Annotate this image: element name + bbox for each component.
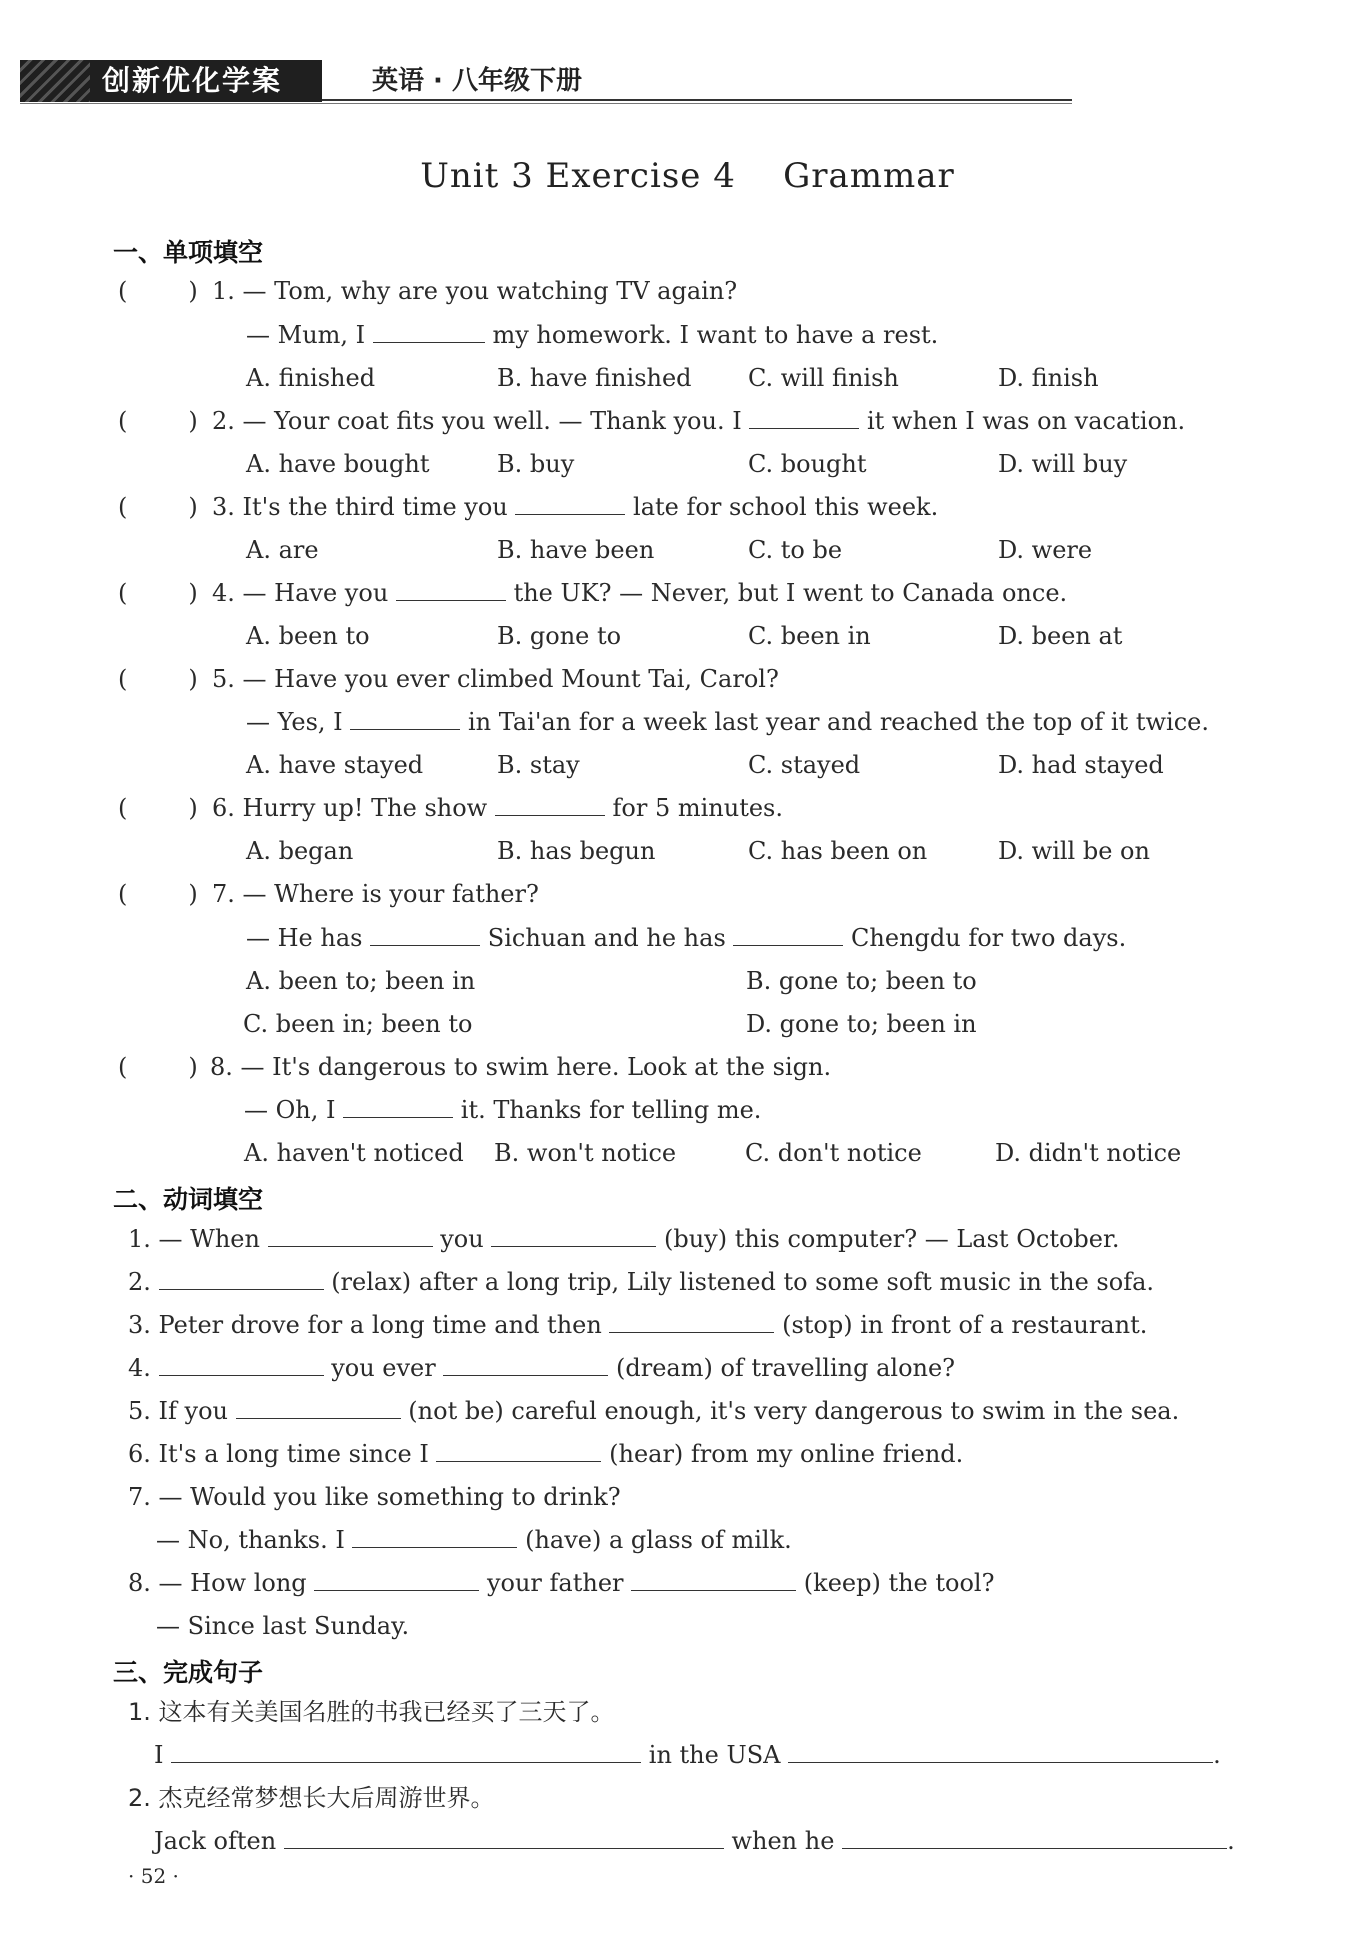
option[interactable]: D. will buy (998, 450, 1128, 478)
answer-blank[interactable] (268, 1224, 433, 1247)
option[interactable]: C. to be (748, 536, 843, 564)
answer-blank[interactable] (436, 1439, 601, 1462)
question-line: 6. Hurry up! The show for 5 minutes. (212, 794, 783, 822)
answer-blank[interactable] (171, 1740, 641, 1763)
option[interactable]: D. finish (998, 364, 1099, 392)
answer-blank[interactable] (373, 320, 485, 343)
header-rule (322, 99, 1072, 101)
question-line: 1. — Tom, why are you watching TV again? (212, 277, 738, 305)
question-line: 4. — Have you the UK? — Never, but I went to Canada once. (212, 579, 1068, 607)
section1-heading: 一、单项填空 (113, 238, 264, 267)
page-title: Unit 3 Exercise 4 Grammar (420, 156, 955, 196)
answer-blank[interactable] (352, 1525, 517, 1548)
answer-paren[interactable]: ( ) (118, 794, 198, 822)
page-header (0, 0, 1350, 110)
option[interactable]: B. won't notice (494, 1139, 677, 1167)
option[interactable]: A. are (246, 536, 319, 564)
answer-blank[interactable] (609, 1310, 774, 1333)
question-line: — Yes, I in Tai'an for a week last year and reached the top of it twice. (246, 708, 1209, 736)
option[interactable]: A. have bought (246, 450, 430, 478)
answer-paren[interactable]: ( ) (118, 880, 198, 908)
answer-paren[interactable]: ( ) (118, 579, 198, 607)
option[interactable]: D. were (998, 536, 1093, 564)
answer-blank[interactable] (284, 1826, 724, 1849)
option[interactable]: B. buy (497, 450, 575, 478)
answer-blank[interactable] (749, 406, 859, 429)
question-line: 8. — It's dangerous to swim here. Look at the sign. (210, 1053, 832, 1081)
answer-blank[interactable] (343, 1095, 453, 1118)
header-rule-thin (20, 103, 1072, 104)
fill-item: — No, thanks. I (have) a glass of milk. (156, 1526, 792, 1554)
option[interactable]: B. gone to; been to (746, 967, 977, 995)
fill-item: 6. It's a long time since I (hear) from my online friend. (128, 1440, 964, 1468)
option[interactable]: B. gone to (497, 622, 622, 650)
question-line: — He has Sichuan and he has Chengdu for two days. (246, 924, 1127, 952)
chinese-prompt: 1. 这本有关美国名胜的书我已经买了三天了。 (128, 1698, 615, 1726)
question-line: 5. — Have you ever climbed Mount Tai, Carol? (212, 665, 779, 693)
fill-item: 4. you ever (dream) of travelling alone? (128, 1354, 956, 1382)
option[interactable]: B. have finished (497, 364, 692, 392)
option[interactable]: B. has begun (497, 837, 656, 865)
fill-item: 7. — Would you like something to drink? (128, 1483, 621, 1511)
answer-blank[interactable] (396, 578, 506, 601)
option[interactable]: B. have been (497, 536, 655, 564)
fill-item: 2. (relax) after a long trip, Lily listened to some soft music in the sofa. (128, 1268, 1155, 1296)
translation-line: Jack often when he . (154, 1827, 1235, 1855)
answer-blank[interactable] (350, 707, 460, 730)
badge-stripes (20, 60, 90, 102)
option[interactable]: A. have stayed (246, 751, 424, 779)
option[interactable]: C. been in (748, 622, 871, 650)
option[interactable]: D. will be on (998, 837, 1150, 865)
option[interactable]: D. didn't notice (995, 1139, 1182, 1167)
fill-item: 5. If you (not be) careful enough, it's very dangerous to swim in the sea. (128, 1397, 1180, 1425)
question-line: 2. — Your coat fits you well. — Thank you. I it when I was on vacation. (212, 407, 1186, 435)
question-line: — Oh, I it. Thanks for telling me. (244, 1096, 762, 1124)
fill-item: 8. — How long your father (keep) the tool? (128, 1569, 995, 1597)
option[interactable]: D. had stayed (998, 751, 1164, 779)
option[interactable]: C. don't notice (745, 1139, 922, 1167)
option[interactable]: A. been to (246, 622, 370, 650)
option[interactable]: A. finished (246, 364, 376, 392)
option[interactable]: D. been at (998, 622, 1123, 650)
option[interactable]: A. began (246, 837, 354, 865)
answer-paren[interactable]: ( ) (118, 277, 198, 305)
option[interactable]: C. will finish (748, 364, 899, 392)
answer-blank[interactable] (370, 923, 480, 946)
translation-line: I in the USA . (154, 1741, 1221, 1769)
option[interactable]: B. stay (497, 751, 580, 779)
answer-blank[interactable] (314, 1568, 479, 1591)
option[interactable]: C. has been on (748, 837, 928, 865)
question-line: — Mum, I my homework. I want to have a rest. (246, 321, 939, 349)
answer-blank[interactable] (842, 1826, 1227, 1849)
answer-blank[interactable] (443, 1353, 608, 1376)
fill-item: — Since last Sunday. (156, 1612, 410, 1640)
answer-blank[interactable] (491, 1224, 656, 1247)
answer-blank[interactable] (515, 492, 625, 515)
answer-paren[interactable]: ( ) (118, 1053, 198, 1081)
question-line: 7. — Where is your father? (212, 880, 539, 908)
option[interactable]: A. been to; been in (246, 967, 476, 995)
answer-paren[interactable]: ( ) (118, 665, 198, 693)
answer-blank[interactable] (495, 793, 605, 816)
answer-paren[interactable]: ( ) (118, 493, 198, 521)
option[interactable]: A. haven't noticed (244, 1139, 464, 1167)
answer-blank[interactable] (733, 923, 843, 946)
answer-blank[interactable] (159, 1353, 324, 1376)
fill-item: 1. — When you (buy) this computer? — Last October. (128, 1225, 1120, 1253)
subject-label: 英语 · 八年级下册 (372, 66, 582, 96)
option[interactable]: C. bought (748, 450, 867, 478)
option[interactable]: D. gone to; been in (746, 1010, 977, 1038)
answer-paren[interactable]: ( ) (118, 407, 198, 435)
option[interactable]: C. been in; been to (243, 1010, 473, 1038)
page-number: · 52 · (128, 1864, 179, 1888)
answer-blank[interactable] (788, 1740, 1213, 1763)
series-badge: 创新优化学案 (20, 60, 322, 102)
question-line: 3. It's the third time you late for school this week. (212, 493, 939, 521)
option[interactable]: C. stayed (748, 751, 861, 779)
answer-blank[interactable] (236, 1396, 401, 1419)
section3-heading: 三、完成句子 (113, 1658, 264, 1687)
section2-heading: 二、动词填空 (113, 1185, 264, 1214)
fill-item: 3. Peter drove for a long time and then (stop) in front of a restaurant. (128, 1311, 1148, 1339)
answer-blank[interactable] (631, 1568, 796, 1591)
chinese-prompt: 2. 杰克经常梦想长大后周游世界。 (128, 1784, 495, 1812)
answer-blank[interactable] (159, 1267, 324, 1290)
